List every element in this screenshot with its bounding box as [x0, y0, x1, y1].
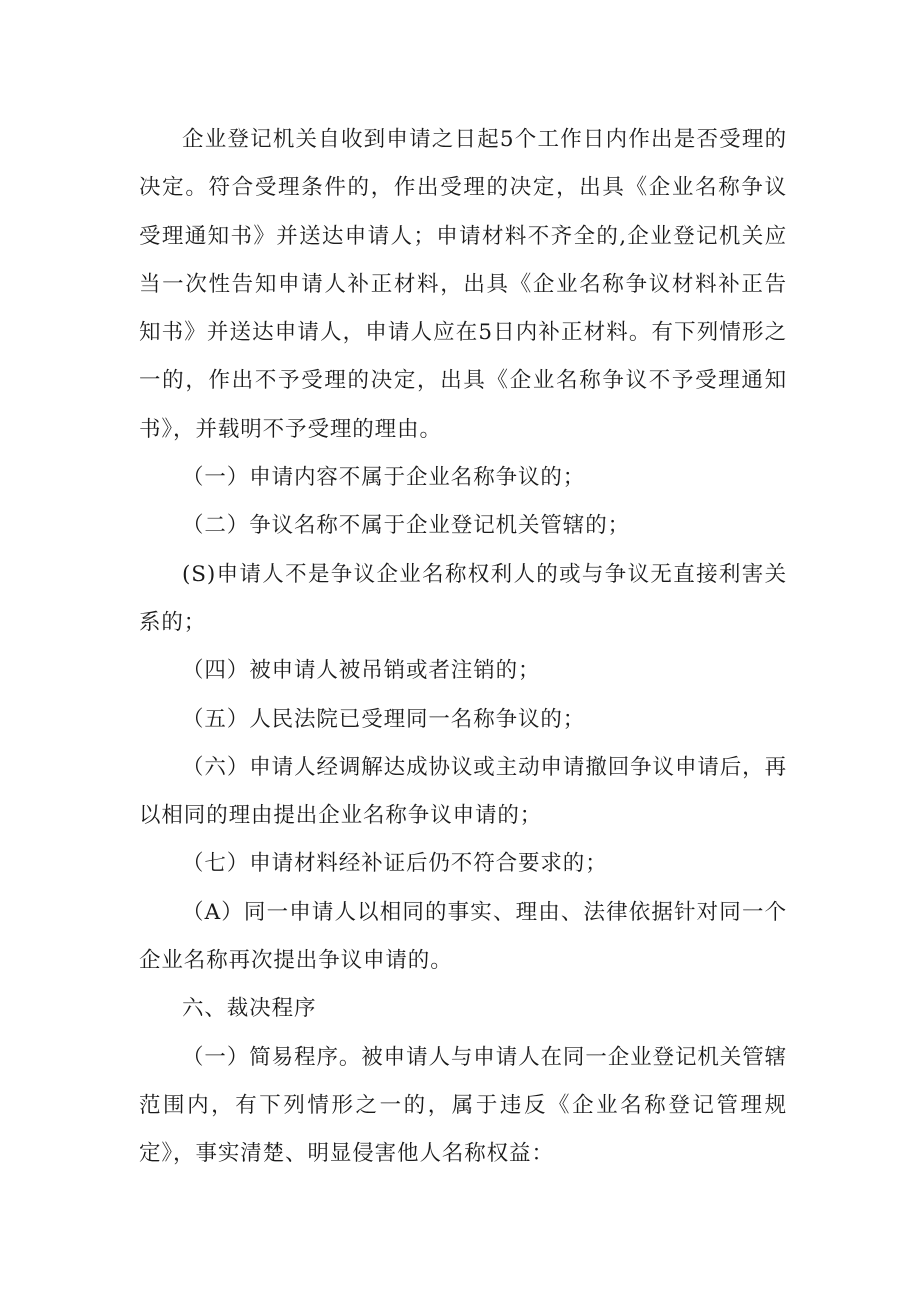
paragraph-simple-procedure: （一）简易程序。被申请人与申请人在同一企业登记机关管辖范围内，有下列情形之一的，属于违反《企业名称登记管理规定》，事实清楚、明显侵害他人名称权益：: [139, 1044, 787, 1167]
list-item-1: （一）申请内容不属于企业名称争议的；: [182, 465, 586, 491]
list-item-4: （四）被申请人被吊销或者注销的；: [182, 658, 541, 684]
list-item-6: （六）申请人经调解达成协议或主动申请撤回争议申请后，再以相同的理由提出企业名称争议申请的；: [139, 754, 787, 829]
section-heading: 六、裁决程序: [182, 996, 317, 1022]
list-item-2: （二）争议名称不属于企业登记机关管辖的；: [182, 513, 631, 539]
list-item-5: （五）人民法院已受理同一名称争议的；: [182, 706, 586, 732]
document-body: [139, 116, 787, 1179]
list-item-8: （A）同一申请人以相同的事实、理由、法律依据针对同一个企业名称再次提出争议申请的。: [139, 899, 787, 974]
list-item-7: （七）申请材料经补证后仍不符合要求的；: [182, 851, 608, 877]
paragraph-acceptance-decision: 企业登记机关自收到申请之日起5个工作日内作出是否受理的决定。符合受理条件的，作出受理的决定，出具《企业名称争议受理通知书》并送达申请人；申请材料不齐全的,企业登记机关应当一次性告知申请人补正材料，出具《企业名称争议材料补正告知书》并送达申请人，申请人应在5日内补正材料。有下列情形之一的，作出不予受理的决定，出具《企业名称争议不予受理通知书》，并载明不予受理的理由。: [139, 127, 787, 442]
list-item-3: (S)申请人不是争议企业名称权利人的或与争议无直接利害关系的；: [139, 561, 787, 635]
